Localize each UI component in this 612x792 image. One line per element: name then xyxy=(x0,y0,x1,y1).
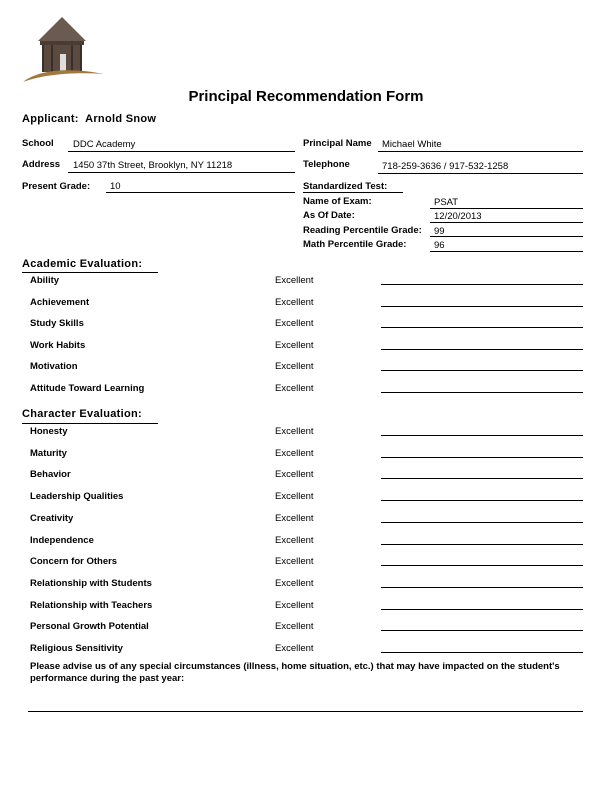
applicant-label: Applicant: xyxy=(22,113,79,125)
academic-evaluation-heading: Academic Evaluation: xyxy=(22,258,143,270)
academic-item-label: Attitude Toward Learning xyxy=(30,382,145,394)
math-percentile-label: Math Percentile Grade: xyxy=(303,239,407,250)
character-item-rating: Excellent xyxy=(275,577,314,589)
character-comment-line[interactable] xyxy=(381,587,583,588)
school-underline xyxy=(68,151,295,152)
character-comment-line[interactable] xyxy=(381,652,583,653)
character-comment-line[interactable] xyxy=(381,478,583,479)
academic-item-label: Motivation xyxy=(30,361,78,372)
character-item-rating: Excellent xyxy=(275,556,314,568)
standardized-test-underline xyxy=(303,192,403,193)
character-comment-line[interactable] xyxy=(381,457,583,458)
reading-percentile-underline xyxy=(430,236,583,237)
academic-item-label: Study Skills xyxy=(30,318,84,329)
as-of-date-underline xyxy=(430,222,583,223)
character-item-rating: Excellent xyxy=(275,469,314,481)
academic-item-rating: Excellent xyxy=(275,275,314,286)
address-label: Address xyxy=(22,159,61,170)
page-title: Principal Recommendation Form xyxy=(188,88,424,105)
character-item-label: Personal Growth Potential xyxy=(30,621,149,633)
academic-comment-line[interactable] xyxy=(381,327,583,328)
academic-item-rating: Excellent xyxy=(275,318,314,329)
character-item-label: Leadership Qualities xyxy=(30,491,124,503)
character-item-rating: Excellent xyxy=(275,426,314,437)
academic-heading-underline xyxy=(22,272,158,273)
character-item-rating: Excellent xyxy=(275,491,314,503)
character-comment-line[interactable] xyxy=(381,522,583,523)
character-comment-line[interactable] xyxy=(381,544,583,545)
character-comment-line[interactable] xyxy=(381,565,583,566)
academic-item-rating: Excellent xyxy=(275,339,314,351)
special-circumstances-answer-line[interactable] xyxy=(28,711,583,712)
character-item-rating: Excellent xyxy=(275,599,314,611)
character-comment-line[interactable] xyxy=(381,435,583,436)
academic-item-label: Ability xyxy=(30,275,60,286)
reading-percentile-label: Reading Percentile Grade: xyxy=(303,225,422,236)
address-underline xyxy=(68,172,295,173)
present-grade-value: 10 xyxy=(110,181,121,192)
exam-name-value: PSAT xyxy=(434,197,459,208)
academic-comment-line[interactable] xyxy=(381,392,583,393)
character-heading-underline xyxy=(22,423,158,424)
character-item-label: Religious Sensitivity xyxy=(30,643,123,654)
academic-item-label: Work Habits xyxy=(30,339,86,351)
math-percentile-value: 96 xyxy=(434,240,445,251)
character-evaluation-heading: Character Evaluation: xyxy=(22,408,143,420)
character-item-label: Relationship with Teachers xyxy=(30,599,153,611)
character-comment-line[interactable] xyxy=(381,500,583,501)
telephone-label: Telephone xyxy=(303,159,350,170)
academic-comment-line[interactable] xyxy=(381,284,583,285)
character-item-rating: Excellent xyxy=(275,447,314,459)
character-item-label: Relationship with Students xyxy=(30,577,152,589)
character-item-label: Concern for Others xyxy=(30,556,118,568)
as-of-date-value: 12/20/2013 xyxy=(434,211,482,222)
school-value: DDC Academy xyxy=(73,139,136,150)
character-comment-line[interactable] xyxy=(381,609,583,610)
academic-comment-line[interactable] xyxy=(381,370,583,371)
school-logo xyxy=(20,16,106,86)
character-item-label: Independence xyxy=(30,534,94,546)
character-item-rating: Excellent xyxy=(275,512,314,524)
character-item-rating: Excellent xyxy=(275,534,314,546)
as-of-date-label: As Of Date: xyxy=(303,210,355,221)
academic-item-label: Achievement xyxy=(30,296,90,308)
academic-item-rating: Excellent xyxy=(275,361,314,372)
character-item-label: Creativity xyxy=(30,512,74,524)
exam-name-underline xyxy=(430,208,583,209)
principal-label: Principal Name xyxy=(303,138,372,149)
academic-comment-line[interactable] xyxy=(381,306,583,307)
character-item-rating: Excellent xyxy=(275,621,314,633)
telephone-value: 718-259-3636 / 917-532-1258 xyxy=(382,161,509,172)
character-comment-line[interactable] xyxy=(381,630,583,631)
applicant-name: Arnold Snow xyxy=(85,113,157,125)
academic-item-rating: Excellent xyxy=(275,296,314,308)
academic-item-rating: Excellent xyxy=(275,382,314,394)
character-item-label: Behavior xyxy=(30,469,71,481)
principal-value: Michael White xyxy=(382,139,442,150)
reading-percentile-value: 99 xyxy=(434,226,445,237)
exam-name-label: Name of Exam: xyxy=(303,196,372,207)
address-value: 1450 37th Street, Brooklyn, NY 11218 xyxy=(73,160,233,171)
character-item-label: Maturity xyxy=(30,447,67,459)
present-grade-underline xyxy=(106,192,295,193)
character-item-rating: Excellent xyxy=(275,643,314,654)
present-grade-label: Present Grade: xyxy=(22,181,91,192)
principal-underline xyxy=(378,151,583,152)
telephone-underline xyxy=(378,173,583,174)
math-percentile-underline xyxy=(430,251,583,252)
school-label: School xyxy=(22,138,54,149)
academic-comment-line[interactable] xyxy=(381,349,583,350)
standardized-test-label: Standardized Test: xyxy=(303,181,388,192)
character-item-label: Honesty xyxy=(30,426,68,437)
special-circumstances-prompt: Please advise us of any special circumstances (illness, home situation, etc.) that may have impacted on the student's performance during the past year: xyxy=(30,661,560,684)
applicant-line xyxy=(22,113,156,125)
